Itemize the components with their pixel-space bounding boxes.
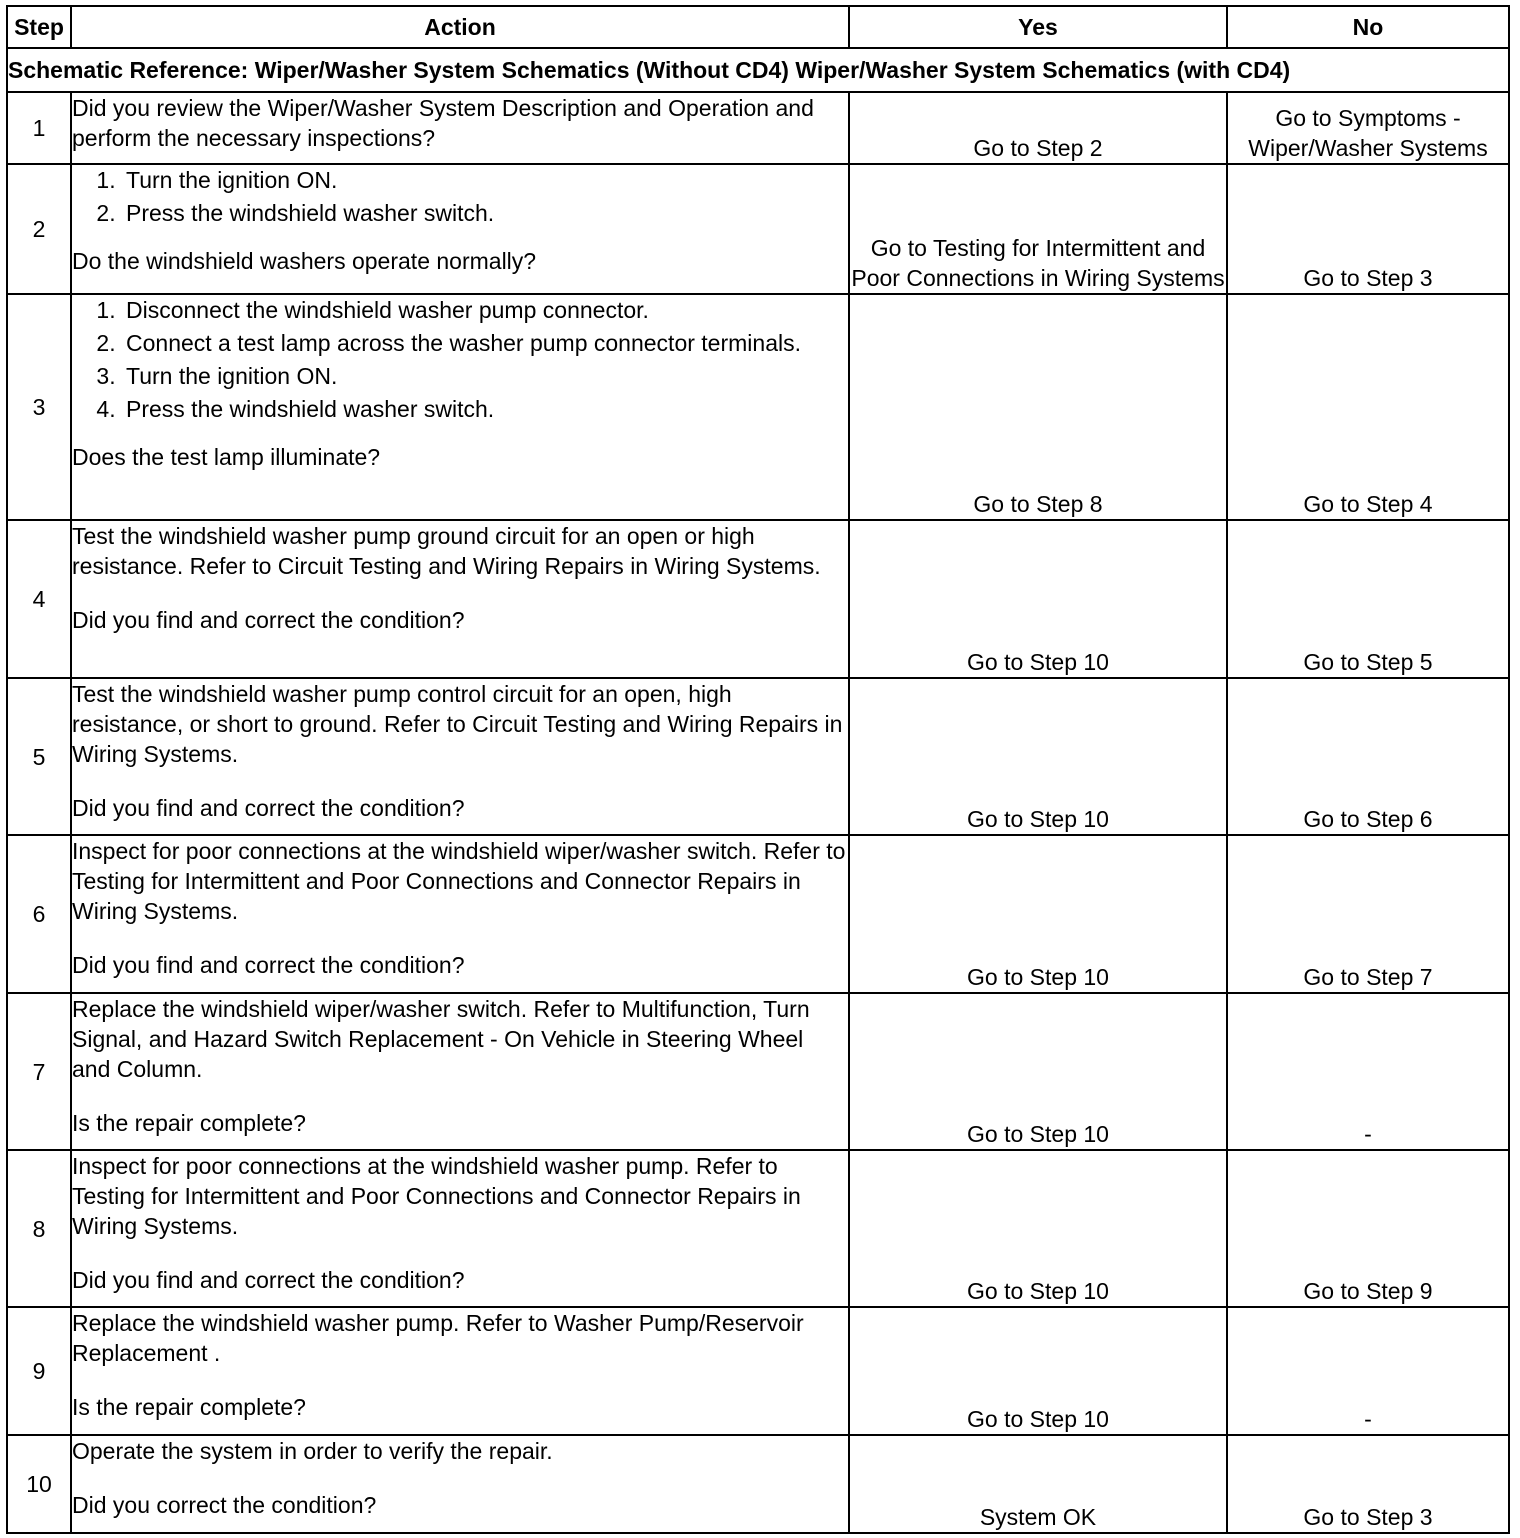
action-text: Operate the system in order to verify the repair.: [72, 1438, 553, 1464]
step-number: 6: [7, 835, 71, 993]
step-number: 10: [7, 1435, 71, 1533]
action-text: Test the windshield washer pump control circuit for an open, high resistance, or short to ground. Refer to Circuit Testing and Wiring Repairs in Wiring Systems.: [72, 681, 843, 767]
yes-result: Go to Step 10: [849, 1150, 1227, 1307]
action-question: Is the repair complete?: [72, 1394, 306, 1420]
schematic-reference: Schematic Reference: Wiper/Washer System Schematics (Without CD4) Wiper/Washer System Schematics (with CD4): [7, 48, 1509, 92]
list-item: 1. Disconnect the windshield washer pump connector.: [122, 295, 848, 325]
action-steps-list: [72, 295, 848, 424]
step-number: 1: [7, 92, 71, 164]
action-question: Did you find and correct the condition?: [72, 1267, 465, 1293]
action-question: Do the windshield washers operate normally?: [72, 248, 537, 274]
header-yes: Yes: [849, 6, 1227, 48]
action-cell: [71, 993, 849, 1150]
action-question: Is the repair complete?: [72, 1110, 306, 1136]
yes-result: Go to Step 2: [849, 92, 1227, 164]
no-result: Go to Step 3: [1227, 164, 1509, 294]
action-cell: [71, 678, 849, 835]
header-no: No: [1227, 6, 1509, 48]
step-number: 4: [7, 520, 71, 678]
step-number: 3: [7, 294, 71, 520]
diagnostic-table: [6, 5, 1510, 1534]
yes-result: Go to Step 10: [849, 993, 1227, 1150]
action-text: Inspect for poor connections at the windshield washer pump. Refer to Testing for Intermittent and Poor Connections and Connector Repairs in Wiring Systems.: [72, 1153, 801, 1239]
table-row: [7, 164, 1509, 294]
step-number: 2: [7, 164, 71, 294]
step-number: 9: [7, 1307, 71, 1435]
header-step: Step: [7, 6, 71, 48]
action-cell: [71, 294, 849, 520]
action-cell: [71, 1435, 849, 1533]
no-result: Go to Step 4: [1227, 294, 1509, 520]
yes-result: Go to Step 8: [849, 294, 1227, 520]
table-row: [7, 294, 1509, 520]
list-item: 2. Connect a test lamp across the washer pump connector terminals.: [122, 328, 848, 358]
yes-result: Go to Testing for Intermittent and Poor Connections in Wiring Systems: [849, 164, 1227, 294]
action-question: Did you find and correct the condition?: [72, 795, 465, 821]
table-row: [7, 1150, 1509, 1307]
yes-result: Go to Step 10: [849, 1307, 1227, 1435]
no-result: Go to Step 3: [1227, 1435, 1509, 1533]
action-question: Did you correct the condition?: [72, 1492, 377, 1518]
schematic-reference-row: [7, 48, 1509, 92]
no-result: -: [1227, 1307, 1509, 1435]
list-item: 2. Press the windshield washer switch.: [122, 198, 848, 228]
table-header-row: [7, 6, 1509, 48]
step-number: 5: [7, 678, 71, 835]
step-number: 8: [7, 1150, 71, 1307]
yes-result: Go to Step 10: [849, 678, 1227, 835]
action-cell: [71, 835, 849, 993]
yes-result: System OK: [849, 1435, 1227, 1533]
table-row: [7, 92, 1509, 164]
action-cell: [71, 520, 849, 678]
no-result: Go to Step 7: [1227, 835, 1509, 993]
list-item: 3. Turn the ignition ON.: [122, 361, 848, 391]
no-result: Go to Step 9: [1227, 1150, 1509, 1307]
no-result: Go to Step 5: [1227, 520, 1509, 678]
table-row: [7, 1307, 1509, 1435]
table-row: [7, 678, 1509, 835]
no-result: Go to Symptoms - Wiper/Washer Systems: [1227, 92, 1509, 164]
table-row: [7, 835, 1509, 993]
action-text: Replace the windshield wiper/washer switch. Refer to Multifunction, Turn Signal, and Hazard Switch Replacement - On Vehicle in Steering Wheel and Column.: [72, 996, 810, 1082]
action-question: Did you find and correct the condition?: [72, 607, 465, 633]
table-row: [7, 1435, 1509, 1533]
action-question: Did you find and correct the condition?: [72, 952, 465, 978]
action-steps-list: [72, 165, 848, 228]
action-cell: [71, 92, 849, 164]
yes-result: Go to Step 10: [849, 520, 1227, 678]
yes-result: Go to Step 10: [849, 835, 1227, 993]
action-text: Replace the windshield washer pump. Refer to Washer Pump/Reservoir Replacement .: [72, 1310, 804, 1366]
table-row: [7, 520, 1509, 678]
no-result: Go to Step 6: [1227, 678, 1509, 835]
list-item: 1. Turn the ignition ON.: [122, 165, 848, 195]
no-result: -: [1227, 993, 1509, 1150]
table-row: [7, 993, 1509, 1150]
action-text: Inspect for poor connections at the windshield wiper/washer switch. Refer to Testing for Intermittent and Poor Connections and Connector Repairs in Wiring Systems.: [72, 838, 846, 924]
action-cell: [71, 1150, 849, 1307]
action-cell: [71, 1307, 849, 1435]
action-cell: [71, 164, 849, 294]
action-text: Test the windshield washer pump ground circuit for an open or high resistance. Refer to Circuit Testing and Wiring Repairs in Wiring Systems.: [72, 523, 821, 579]
list-item: 4. Press the windshield washer switch.: [122, 394, 848, 424]
header-action: Action: [71, 6, 849, 48]
step-number: 7: [7, 993, 71, 1150]
action-question: Does the test lamp illuminate?: [72, 444, 381, 470]
action-text: Did you review the Wiper/Washer System Description and Operation and perform the necessary inspections?: [72, 95, 814, 151]
